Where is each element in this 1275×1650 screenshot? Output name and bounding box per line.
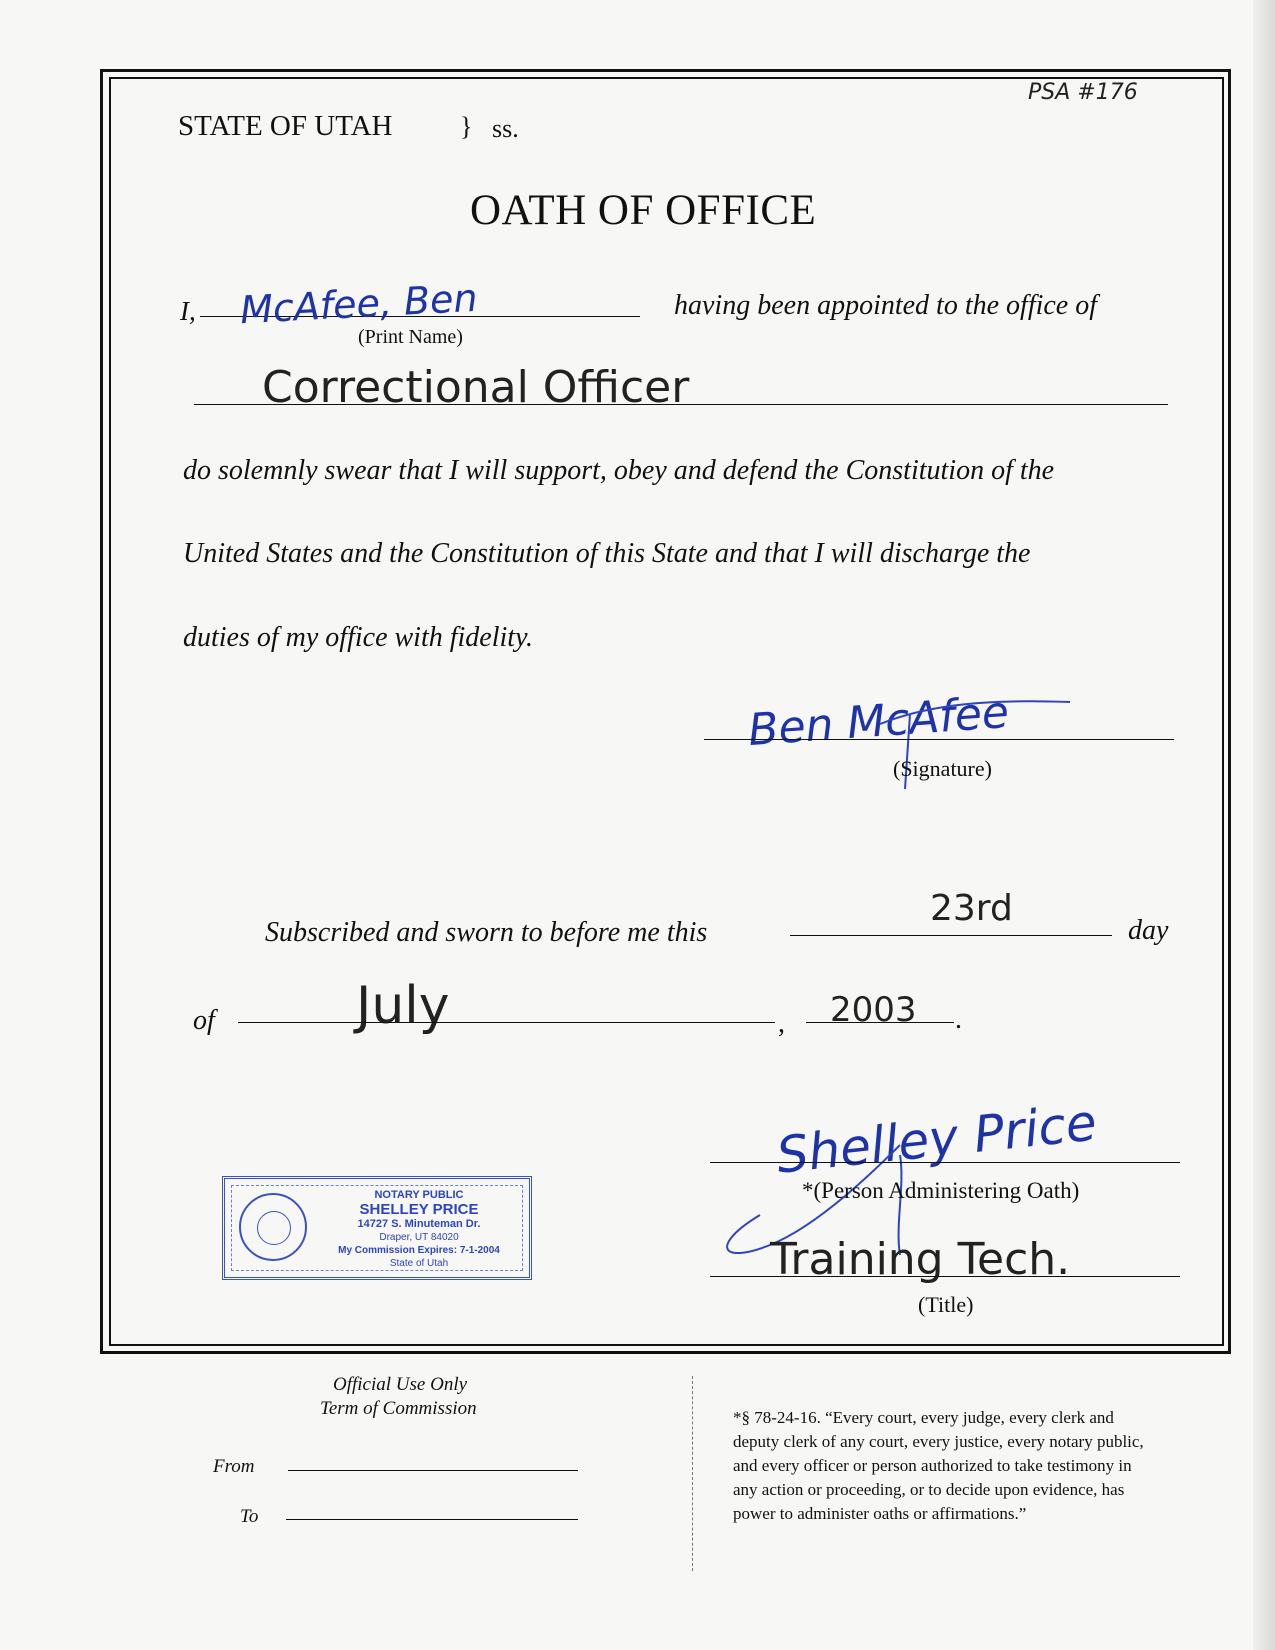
- signature-line: [704, 739, 1174, 740]
- title-label: (Title): [918, 1292, 974, 1317]
- print-name-label: (Print Name): [358, 326, 463, 348]
- record-mark: PSA #176: [1028, 80, 1138, 105]
- sworn-text: Subscribed and sworn to before me this: [265, 917, 708, 948]
- page-title: OATH OF OFFICE: [470, 187, 817, 234]
- stamp-line-6: State of Utah: [389, 1258, 449, 1269]
- month-handwritten: July: [356, 976, 450, 1036]
- from-line: [288, 1470, 578, 1471]
- footnote-line-2: deputy clerk of any court, every justice, every notary public,: [733, 1432, 1144, 1451]
- month-line: [238, 1022, 775, 1023]
- administrator-label: *(Person Administering Oath): [802, 1178, 1080, 1203]
- of-label: of: [193, 1005, 215, 1036]
- title-handwritten: Training Tech.: [770, 1234, 1071, 1285]
- stamp-line-2: SHELLEY PRICE: [359, 1201, 479, 1218]
- to-line: [286, 1519, 578, 1520]
- year-line: [806, 1022, 954, 1023]
- statute-footnote: [733, 1406, 1144, 1526]
- administrator-signature: Shelley Price: [773, 1093, 1100, 1185]
- day-label: day: [1128, 915, 1169, 946]
- office-line: [194, 404, 1168, 405]
- footnote-line-1: *§ 78-24-16. “Every court, every judge, every clerk and: [733, 1408, 1114, 1427]
- venue-brace: }: [460, 112, 473, 141]
- footnote-line-3: and every officer or person authorized to take testimony in: [733, 1456, 1132, 1475]
- year-period: .: [955, 1004, 962, 1035]
- official-use-title: Official Use Only: [333, 1374, 468, 1395]
- oath-taker-signature: Ben McAfee: [746, 686, 1011, 757]
- footnote-line-5: power to administer oaths or affirmations.”: [733, 1504, 1027, 1523]
- stamp-line-5: My Commission Expires: 7-1-2004: [338, 1245, 500, 1256]
- administrator-line: [710, 1162, 1180, 1163]
- oath-i-prefix: I,: [180, 296, 196, 326]
- term-of-commission-title: Term of Commission: [320, 1398, 477, 1419]
- footnote-line-4: any action or proceeding, or to decide upon evidence, has: [733, 1480, 1125, 1499]
- to-label: To: [240, 1506, 259, 1527]
- state-seal-icon: [239, 1193, 307, 1261]
- page-edge-shadow: [1253, 0, 1275, 1650]
- signature-label: (Signature): [893, 756, 992, 781]
- year-handwritten: 2003: [830, 990, 917, 1030]
- print-name-handwritten: McAfee, Ben: [239, 275, 479, 333]
- notary-stamp: [222, 1176, 532, 1280]
- column-divider: [692, 1376, 693, 1571]
- office-handwritten: Correctional Officer: [262, 362, 690, 413]
- oath-body-line-3: duties of my office with fidelity.: [183, 622, 533, 653]
- venue-ss: ss.: [492, 114, 519, 143]
- oath-body-line-2: United States and the Constitution of this State and that I will discharge the: [183, 538, 1031, 569]
- state-heading: STATE OF UTAH: [178, 110, 393, 142]
- stamp-line-1: NOTARY PUBLIC: [374, 1189, 464, 1201]
- stamp-line-4: Draper, UT 84020: [379, 1232, 459, 1243]
- stamp-text: [317, 1189, 521, 1270]
- title-line: [710, 1276, 1180, 1277]
- month-comma: ,: [778, 1008, 785, 1039]
- appointed-text: having been appointed to the office of: [674, 290, 1098, 321]
- day-handwritten: 23rd: [930, 888, 1013, 929]
- stamp-line-3: 14727 S. Minuteman Dr.: [357, 1218, 481, 1230]
- day-line: [790, 935, 1112, 936]
- from-label: From: [213, 1456, 255, 1477]
- oath-body-line-1: do solemnly swear that I will support, obey and defend the Constitution of the: [183, 455, 1055, 486]
